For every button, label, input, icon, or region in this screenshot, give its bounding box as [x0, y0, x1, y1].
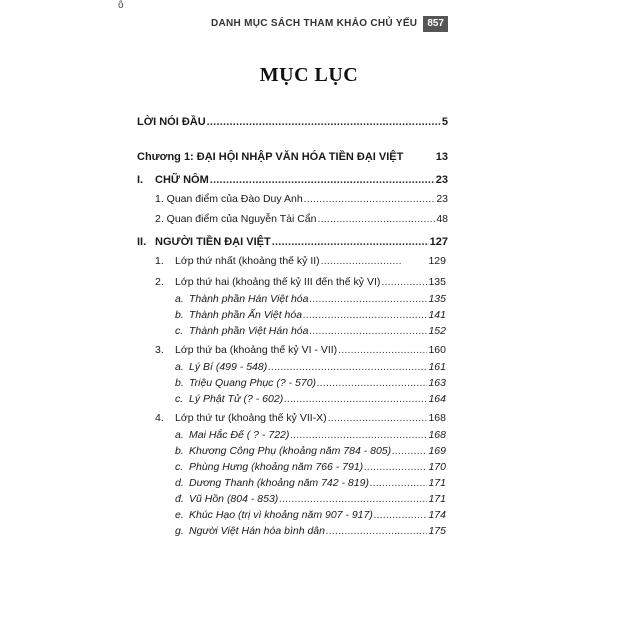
dot-leader [284, 393, 427, 406]
running-header [211, 15, 448, 32]
toc-entry-page: 168 [428, 429, 446, 441]
toc-entry[interactable] [175, 377, 446, 390]
toc-entry[interactable] [155, 276, 446, 289]
dot-leader [338, 344, 427, 357]
toc-entry-label: Lý Phật Tử (? - 602) [189, 393, 284, 405]
toc-entry-number: a. [175, 361, 184, 373]
toc-entry-label: CHỮ NÔM [155, 174, 209, 186]
toc-entry[interactable] [155, 412, 446, 425]
dot-leader [268, 361, 427, 374]
toc-entry-label: 2. Quan điểm của Nguyễn Tài Cẩn [155, 213, 317, 225]
toc-entry-label: Khúc Hạo (trị vì khoảng năm 907 - 917) [189, 509, 373, 521]
toc-entry-page: 160 [428, 344, 446, 356]
toc-entry-label: NGƯỜI TIỀN ĐẠI VIỆT [155, 236, 271, 248]
toc-entry-label: Lớp thứ ba (khoảng thế kỷ VI - VII) [175, 344, 338, 356]
toc-entry-page: 5 [441, 116, 448, 128]
toc-entry-page: 13 [435, 151, 448, 163]
toc-entry-label: Dương Thanh (khoảng năm 742 - 819) [189, 477, 369, 489]
toc-entry[interactable] [175, 493, 446, 506]
toc-entry-number: c. [175, 393, 184, 405]
dot-leader [317, 377, 427, 390]
toc-entry-section-1[interactable] [137, 174, 448, 187]
toc-entry-number: 1. [155, 255, 164, 267]
toc-entry-page: 174 [428, 509, 446, 521]
toc-entry[interactable] [175, 477, 446, 490]
toc-entry-page: 141 [428, 309, 446, 321]
dot-leader [321, 255, 401, 268]
toc-entry-page: 164 [428, 393, 446, 405]
dot-leader [210, 174, 435, 187]
toc-entry[interactable] [155, 344, 446, 357]
toc-entry-label: Thành phần Hán Việt hóa [189, 293, 309, 305]
toc-entry-page: 175 [428, 525, 446, 537]
toc-entry-label: Triệu Quang Phục (? - 570) [189, 377, 317, 389]
toc-entry-section-2[interactable] [137, 236, 448, 249]
corner-mark: ỗ [118, 0, 124, 11]
dot-leader [304, 193, 436, 206]
toc-entry-number: e. [175, 509, 184, 521]
toc-entry[interactable] [175, 393, 446, 406]
toc-entry-page: 152 [428, 325, 446, 337]
toc-entry-number: d. [175, 477, 184, 489]
toc-entry-label: Lớp thứ nhất (khoảng thế kỷ II) [175, 255, 320, 267]
toc-entry[interactable] [155, 255, 446, 268]
toc-entry[interactable] [175, 429, 446, 442]
toc-entry-label: 1. Quan điểm của Đào Duy Anh [155, 193, 303, 205]
toc-entry-page: 163 [428, 377, 446, 389]
toc-entry[interactable] [175, 445, 446, 458]
toc-entry-label: Lớp thứ hai (khoảng thế kỷ III đến thế kỷ VI) [175, 276, 381, 288]
toc-entry[interactable] [155, 213, 448, 226]
toc-entry-number: c. [175, 461, 184, 473]
dot-leader [317, 213, 435, 226]
dot-leader [290, 429, 427, 442]
toc-entry-label: Lớp thứ tư (khoảng thế kỷ VII-X) [175, 412, 327, 424]
toc-entry-page: 168 [428, 412, 446, 424]
toc-entry-number: c. [175, 325, 184, 337]
toc-entry-page: 171 [428, 493, 446, 505]
toc-entry-page: 170 [428, 461, 446, 473]
toc-entry-page: 135 [428, 276, 446, 288]
toc-entry-label: Thành phần Việt Hán hóa [189, 325, 309, 337]
toc-entry-label: Vũ Hồn (804 - 853) [189, 493, 279, 505]
toc-entry-chapter-1[interactable] [137, 151, 448, 164]
toc-entry-label: Mai Hắc Đế ( ? - 722) [189, 429, 290, 441]
toc-entry-number: đ. [175, 493, 184, 505]
toc-entry-preface[interactable] [137, 116, 448, 129]
toc-entry[interactable] [175, 309, 446, 322]
dot-leader [328, 412, 428, 425]
toc-title: MỤC LỤC [259, 64, 359, 86]
toc-entry[interactable] [175, 509, 446, 522]
dot-leader [370, 477, 428, 490]
dot-leader [303, 309, 427, 322]
toc-entry-label: Lý Bí (499 - 548) [189, 361, 268, 373]
toc-entry-label: LỜI NÓI ĐẦU [137, 116, 206, 128]
toc-entry-number: II. [137, 236, 147, 248]
toc-entry-page: 161 [428, 361, 446, 373]
toc-entry-number: 3. [155, 344, 164, 356]
toc-entry-number: b. [175, 377, 184, 389]
toc-entry-number: b. [175, 445, 184, 457]
toc-entry-page: 23 [435, 174, 448, 186]
toc-entry-label: Người Việt Hán hóa bình dân [189, 525, 325, 537]
dot-leader [309, 325, 427, 338]
toc-entry-number: g. [175, 525, 184, 537]
toc-entry-number: b. [175, 309, 184, 321]
toc-entry-page: 23 [436, 193, 448, 205]
dot-leader [364, 461, 427, 474]
page-number-badge: 857 [423, 16, 448, 32]
toc-entry-number: I. [137, 174, 144, 186]
toc-entry-number: 4. [155, 412, 164, 424]
toc-entry[interactable] [175, 525, 446, 538]
dot-leader [207, 116, 441, 129]
toc-entry-page: 135 [428, 293, 446, 305]
running-header-title: DANH MỤC SÁCH THAM KHẢO CHỦ YẾU [210, 18, 418, 29]
toc-entry-page: 169 [428, 445, 446, 457]
toc-entry-label: Khương Công Phụ (khoảng năm 784 - 805) [189, 445, 392, 457]
toc-entry-page: 129 [428, 255, 446, 267]
dot-leader [374, 509, 428, 522]
toc-entry-number: a. [175, 293, 184, 305]
toc-entry-page: 127 [429, 236, 448, 248]
toc-entry-number: a. [175, 429, 184, 441]
dot-leader [309, 293, 427, 306]
toc-entry-page: 171 [428, 477, 446, 489]
toc-entry-label: Phùng Hưng (khoảng năm 766 - 791) [189, 461, 364, 473]
dot-leader [326, 525, 427, 538]
dot-leader [392, 445, 427, 458]
toc-entry-page: 48 [436, 213, 448, 225]
toc-entry[interactable] [175, 325, 446, 338]
toc-entry-label: Thành phần Ấn Việt hóa [189, 309, 303, 321]
dot-leader [279, 493, 427, 506]
dot-leader [381, 276, 427, 289]
toc-entry[interactable] [175, 293, 446, 306]
toc-entry-number: 2. [155, 276, 164, 288]
dot-leader [272, 236, 429, 249]
toc-entry[interactable] [175, 461, 446, 474]
toc-entry[interactable] [155, 193, 448, 206]
toc-entry[interactable] [175, 361, 446, 374]
toc-entry-label: Chương 1: ĐẠI HỘI NHẬP VĂN HÓA TIỀN ĐẠI VIỆT [137, 151, 404, 163]
